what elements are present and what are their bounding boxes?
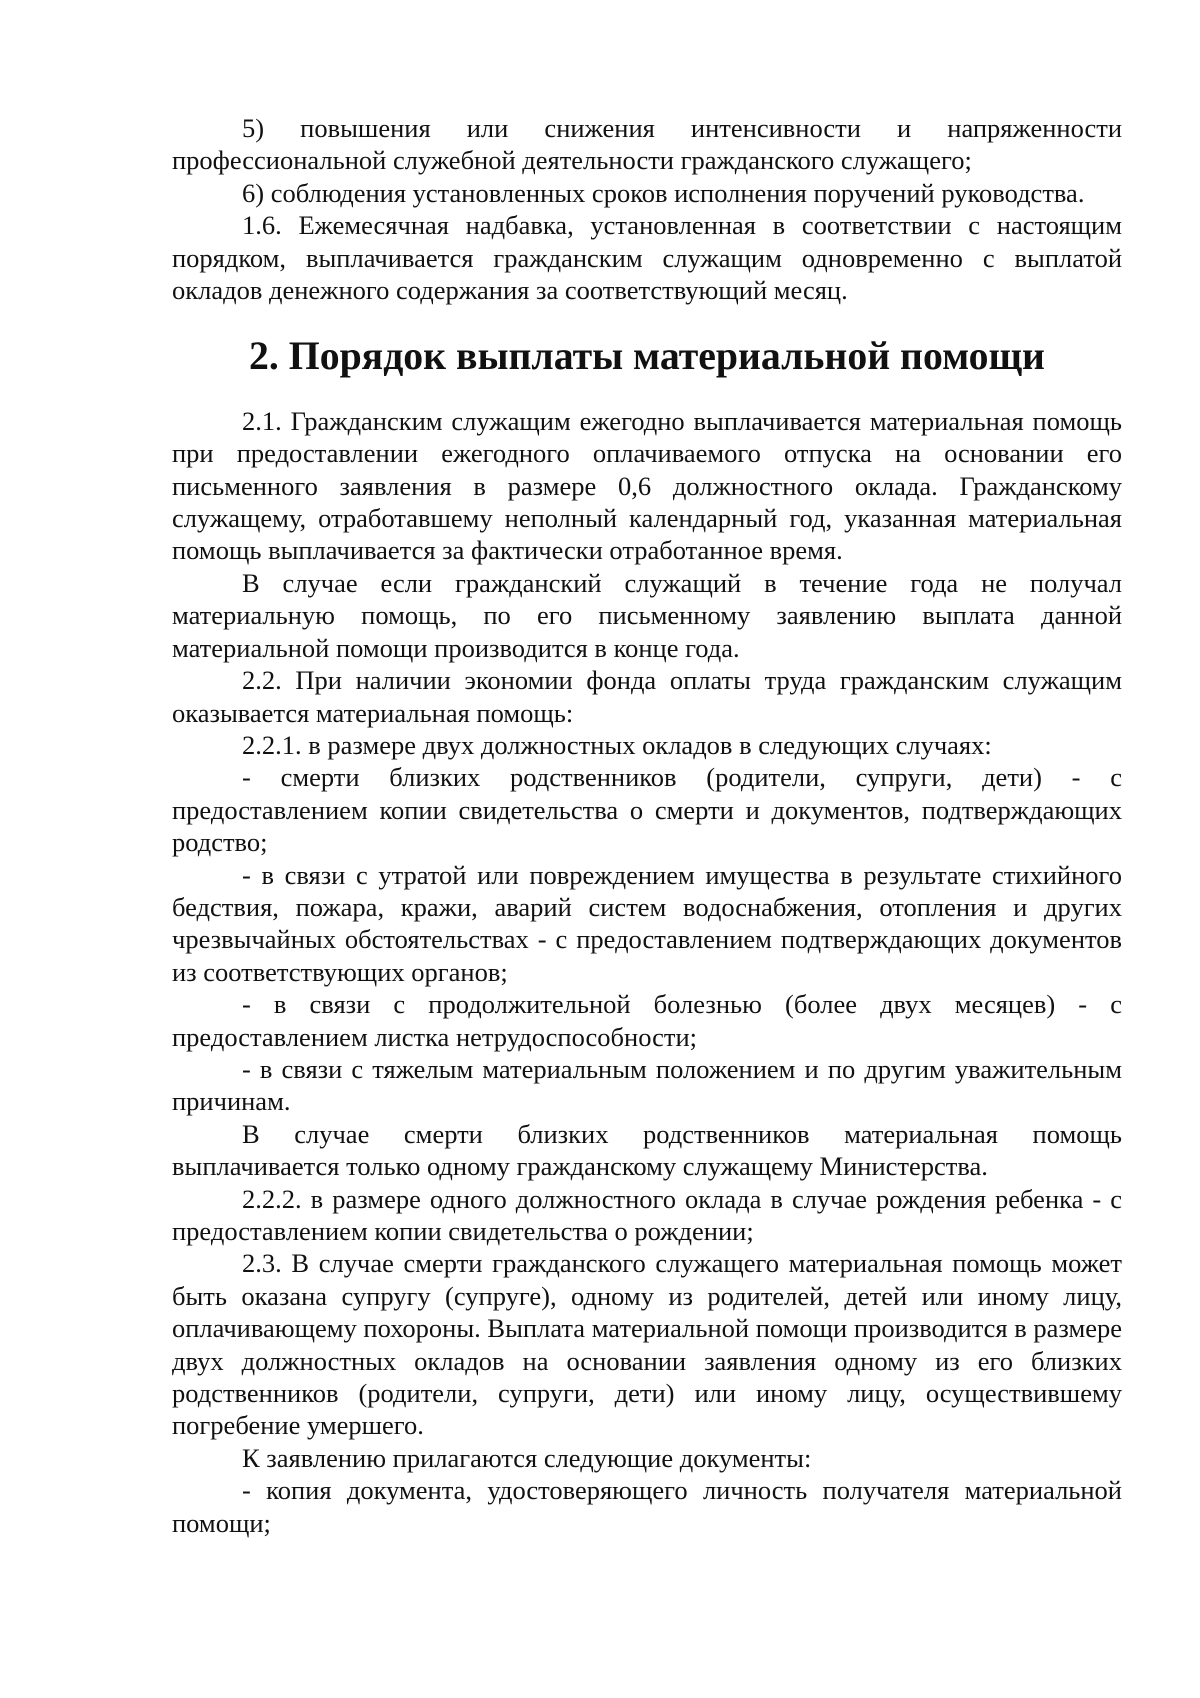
bullet-item-illness: - в связи с продолжительной болезнью (более двух месяцев) - с предоставлением листка нетрудоспособности; bbox=[172, 989, 1122, 1052]
paragraph-relatives-death: В случае смерти близких родственников материальная помощь выплачивается только одному гражданскому служащему Министерства. bbox=[172, 1118, 1122, 1182]
paragraph-2-1: 2.1. Гражданским служащим ежегодно выплачивается материальная помощь при предоставлении ежегодного оплачиваемого отпуска на основании его письменного заявления в размере 0,6 должностного оклада. Гражданскому служащему, отработавшему неполный календарный год, указанная материальная помощь выплачивается за фактически отработанное время. bbox=[172, 405, 1122, 566]
bullet-item-death: - смерти близких родственников (родители, супруги, дети) - с предоставлением копии свидетельства о смерти и документов, подтверждающих родство; bbox=[172, 762, 1122, 858]
bullet-item-hardship: - в связи с тяжелым материальным положением и по другим уважительным причинам. bbox=[172, 1053, 1122, 1117]
paragraph-attachments: К заявлению прилагаются следующие документы: bbox=[242, 1442, 812, 1473]
bullet-item-property: - в связи с утратой или повреждением имущества в результате стихийного бедствия, пожара, кражи, аварий систем водоснабжения, отопления и других чрезвычайных обстоятельствах - с предоставлением подтверждающих документов из соответствующих органов; bbox=[172, 859, 1122, 987]
paragraph-2-3: 2.3. В случае смерти гражданского служащего материальная помощь может быть оказана супругу (супруге), одному из родителей, детей или иному лицу, оплачивающему похороны. Выплата материальной помощи производится в размере двух должностных окладов на основании заявления одному из его близких родственников (родители, супруги, дети) или иному лицу, осуществившему погребение умершего. bbox=[172, 1248, 1122, 1441]
list-item-5: 5) повышения или снижения интенсивности и напряженности профессиональной служебной деятельности гражданского служащего; bbox=[172, 113, 1122, 176]
paragraph-2-2: 2.2. При наличии экономии фонда оплаты труда гражданским служащим оказывается материальная помощь: bbox=[172, 665, 1122, 728]
list-item-6: 6) соблюдения установленных сроков исполнения поручений руководства. bbox=[242, 177, 1085, 208]
paragraph-1-6: 1.6. Ежемесячная надбавка, установленная в соответствии с настоящим порядком, выплачивается гражданским служащим одновременно с выплатой окладов денежного содержания за соответствующий месяц. bbox=[172, 210, 1122, 306]
document-page bbox=[172, 112, 1122, 1539]
section-heading: 2. Порядок выплаты материальной помощи bbox=[249, 334, 1045, 379]
bullet-item-id-copy: - копия документа, удостоверяющего личность получателя материальной помощи; bbox=[172, 1475, 1122, 1538]
paragraph-2-2-2: 2.2.2. в размере одного должностного оклада в случае рождения ребенка - с предоставлением копии свидетельства о рождении; bbox=[172, 1183, 1122, 1246]
paragraph-2-1-continued: В случае если гражданский служащий в течение года не получал материальную помощь, по его письменному заявлению выплата данной материальной помощи производится в конце года. bbox=[172, 567, 1122, 663]
paragraph-2-2-1: 2.2.1. в размере двух должностных окладов в следующих случаях: bbox=[242, 729, 992, 760]
